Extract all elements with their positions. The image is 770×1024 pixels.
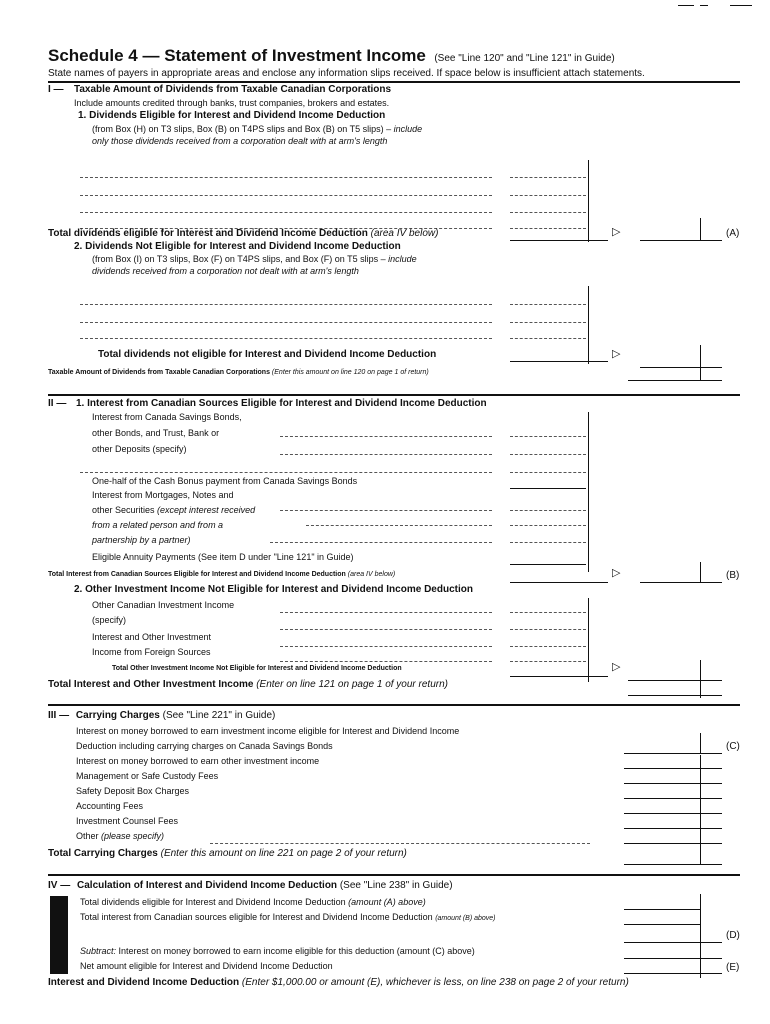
other-interest-field[interactable] [624,756,722,769]
title-note: (See "Line 120" and "Line 121" in Guide) [434,53,615,64]
amount-a-field[interactable] [640,228,722,241]
dividend-amount-field[interactable] [510,200,586,213]
foreign-income-line1: Interest and Other Investment [92,632,212,642]
section1-item1-desc2: only those dividends received from a corporation dealt with at arm's length [92,136,388,146]
foreign-income-payer-field[interactable] [280,649,492,662]
cents-divider [700,218,701,240]
carrying-line1: Interest on money borrowed to earn investment income eligible for Interest and Dividend Income [76,726,460,736]
section4-net: Net amount eligible for Interest and Dividend Income Deduction [80,961,333,971]
other-income-payer-field[interactable] [280,600,492,613]
cents-divider [700,733,701,753]
mortgage-amount-field[interactable] [510,498,586,511]
section1-label: I — [48,84,64,95]
total-interest-other-income-field[interactable] [628,683,722,696]
form-title [48,46,615,66]
foreign-income-amount-field[interactable] [510,634,586,647]
dividend-amount-field[interactable] [510,165,586,178]
mortgage-line3: from a related person and from a [92,520,224,530]
dividend-payer-field[interactable] [80,310,492,323]
dividend-payer-field[interactable] [80,292,492,305]
tag-a: (A) [726,228,740,239]
amount-c-field[interactable] [624,741,722,754]
dividend-amount-field[interactable] [510,310,586,323]
black-margin-bar [50,896,68,974]
mgmt-fees-field[interactable] [624,771,722,784]
other-income-payer-field[interactable] [280,617,492,630]
other-income-amount-field[interactable] [510,600,586,613]
total-other-income: Total Other Investment Income Not Eligible for Interest and Dividend Income Deduction [112,665,402,672]
total-carrying-charges: Total Carrying Charges (Enter this amount on line 221 on page 2 of your return) [48,848,407,859]
safety-box-label: Safety Deposit Box Charges [76,786,190,796]
arrow-right-icon: ▷ [612,567,621,579]
other-income-amount-field[interactable] [510,617,586,630]
foreign-income-line2: Income from Foreign Sources [92,647,211,657]
amount-d-field[interactable] [624,930,722,943]
section-rule [48,394,740,396]
mortgage-payer-field[interactable] [280,498,492,511]
dividend-amount-field[interactable] [510,292,586,305]
arrow-right-icon: ▷ [612,661,621,673]
csb-payer-field[interactable] [280,424,492,437]
carrying-line2: Deduction including carrying charges on Canada Savings Bonds [76,741,333,751]
amount-b-field[interactable] [640,570,722,583]
other-charges-specify-field[interactable] [210,831,590,844]
mortgage-payer-field[interactable] [306,513,492,526]
section1-include-note: Include amounts credited through banks, trust companies, brokers and estates. [74,98,390,108]
total-carrying-charges-field[interactable] [624,852,722,865]
other-income-carry-field[interactable] [628,668,722,681]
section2-label: II — [48,398,67,409]
other-income-line2: (specify) [92,615,127,625]
arrow-right-icon: ▷ [612,226,621,238]
section1-item2-desc1: (from Box (I) on T3 slips, Box (F) on T4PS slips, and Box (F) on T5 slips – include [92,254,417,264]
section2-item1-title: 1. Interest from Canadian Sources Eligible for Interest and Dividend Income Deduction [76,398,487,409]
taxable-dividends-total: Taxable Amount of Dividends from Taxable Canadian Corporations (Enter this amount on line 120 on page 1 of return) [48,369,429,376]
section4-amount-a-field[interactable] [624,897,700,910]
section1-item2-title: 2. Dividends Not Eligible for Interest and Dividend Income Deduction [74,241,401,252]
arrow-right-icon: ▷ [612,348,621,360]
section2-item2-title: 2. Other Investment Income Not Eligible for Interest and Dividend Income Deduction [74,584,473,595]
accounting-label: Accounting Fees [76,801,144,811]
final-deduction: Interest and Dividend Income Deduction (Enter $1,000.00 or amount (E), whichever is less, on line 238 on page 2 of your return) [48,977,629,988]
mortgage-amount-field[interactable] [510,513,586,526]
header-rule [48,81,740,83]
mortgage-line4: partnership by a partner) [92,535,191,545]
cents-divider [700,660,701,698]
counsel-label: Investment Counsel Fees [76,816,179,826]
total-interest-eligible: Total Interest from Canadian Sources Eligible for Interest and Dividend Income Deduction (area IV below) [48,571,396,578]
section1-item1-desc1: (from Box (H) on T3 slips, Box (B) on T4PS slips and Box (B) on T5 slips) – include [92,124,423,134]
total-not-eligible-dividends-field[interactable] [510,349,608,362]
section1-title: Taxable Amount of Dividends from Taxable Canadian Corporations [74,84,392,95]
dividend-amount-field[interactable] [510,183,586,196]
total-eligible-dividends-field[interactable] [510,228,608,241]
total-interest-eligible-field[interactable] [510,570,608,583]
csb-amount-field[interactable] [510,460,586,473]
section4-subtract: Subtract: Interest on money borrowed to earn income eligible for this deduction (amount (C) above) [80,946,475,956]
subtract-c-field[interactable] [624,946,722,959]
annuity-label: Eligible Annuity Payments (See item D under "Line 121" in Guide) [92,552,354,562]
foreign-income-amount-field[interactable] [510,649,586,662]
csb-line1: Interest from Canada Savings Bonds, [92,412,242,422]
tag-d: (D) [726,930,740,941]
csb-line3: other Deposits (specify) [92,444,187,454]
cash-bonus-label: One-half of the Cash Bonus payment from Canada Savings Bonds [92,476,358,486]
total-not-eligible-dividends: Total dividends not eligible for Interest and Dividend Income Deduction [98,349,437,360]
corner-mark [730,5,752,6]
taxable-dividends-total-field[interactable] [628,368,722,381]
dividend-payer-field[interactable] [80,200,492,213]
csb-amount-field[interactable] [510,424,586,437]
corner-mark [700,5,708,6]
cents-divider [700,562,701,582]
amount-e-field[interactable] [624,961,722,974]
other-interest-label: Interest on money borrowed to earn other investment income [76,756,320,766]
dividends-not-eligible-carry-field[interactable] [640,355,722,368]
section4-line-a: Total dividends eligible for Interest and Dividend Income Deduction (amount (A) above) [80,897,426,907]
dividend-payer-field[interactable] [80,165,492,178]
accounting-field[interactable] [624,801,722,814]
corner-mark [678,5,694,6]
cash-bonus-field[interactable] [510,476,586,489]
other-charges-label: Other (please specify) [76,831,165,841]
mgmt-fees-label: Management or Safe Custody Fees [76,771,219,781]
mortgage-line2: other Securities (except interest received [92,505,256,515]
csb-line2: other Bonds, and Trust, Bank or [92,428,220,438]
cents-divider [700,894,701,978]
section-rule [48,704,740,706]
dividend-payer-field[interactable] [80,326,492,339]
section4-line-b: Total interest from Canadian sources eligible for Interest and Dividend Income Deduction (amount (B) above) [80,912,496,922]
cents-divider [700,755,701,865]
section-rule [48,874,740,876]
section1-item2-desc2: dividends received from a corporation not dealt with at arm's length [92,266,359,276]
safety-box-field[interactable] [624,786,722,799]
title-text: Schedule 4 — Statement of Investment Income [48,46,426,65]
total-other-income-field[interactable] [510,664,608,677]
tag-e: (E) [726,962,740,973]
total-interest-other-income: Total Interest and Other Investment Income (Enter on line 121 on page 1 of your return) [48,679,448,690]
foreign-income-payer-field[interactable] [280,634,492,647]
tag-c: (C) [726,741,740,752]
section4-heading: IV — Calculation of Interest and Dividend Income Deduction (See "Line 238" in Guide) [48,880,453,891]
cents-divider [588,412,589,572]
dividend-payer-field[interactable] [80,183,492,196]
mortgage-line1: Interest from Mortgages, Notes and [92,490,234,500]
dividend-amount-field[interactable] [510,326,586,339]
section1-item1-title: 1. Dividends Eligible for Interest and Dividend Income Deduction [78,110,386,121]
other-income-line1: Other Canadian Investment Income [92,600,235,610]
mortgage-payer-field[interactable] [270,530,492,543]
other-charges-field[interactable] [624,831,722,844]
tag-b: (B) [726,570,740,581]
mortgage-amount-field[interactable] [510,530,586,543]
csb-amount-field[interactable] [510,442,586,455]
form-instructions: State names of payers in appropriate areas and enclose any information slips received. If space below is insufficient attach statements. [48,68,645,79]
csb-payer-field[interactable] [80,460,492,473]
annuity-field[interactable] [510,552,586,565]
section4-amount-b-field[interactable] [624,912,700,925]
counsel-field[interactable] [624,816,722,829]
section3-heading: III — Carrying Charges (See "Line 221" in Guide) [48,710,276,721]
total-eligible-dividends: Total dividends eligible for Interest and Dividend Income Deduction (area IV below) [48,228,439,239]
csb-payer-field[interactable] [280,442,492,455]
